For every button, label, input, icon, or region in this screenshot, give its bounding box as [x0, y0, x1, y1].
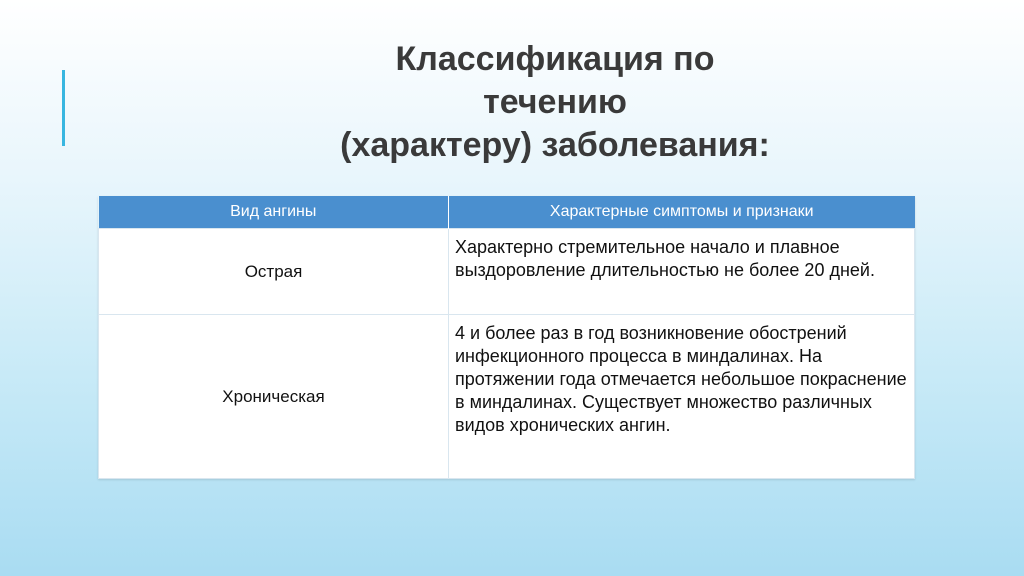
row-description-chronic: 4 и более раз в год возникновение обострений инфекционного процесса в миндалинах. На протяжении года отмечается небольшое покраснение в миндалинах. Существует множество различных видов хронических ангин. — [449, 315, 915, 479]
table-row — [99, 229, 915, 315]
accent-bar — [62, 70, 65, 146]
row-description-acute: Характерно стремительное начало и плавное выздоровление длительностью не более 20 дней. — [449, 229, 915, 315]
title-line-2: течению — [483, 83, 627, 121]
table-header-row — [99, 196, 915, 229]
row-type-acute: Острая — [99, 229, 449, 315]
slide-title — [260, 38, 850, 167]
title-line-1: Классификация по — [395, 40, 715, 78]
header-symptoms: Характерные симптомы и признаки — [449, 196, 915, 229]
row-type-chronic: Хроническая — [99, 315, 449, 479]
table-row — [99, 315, 915, 479]
title-line-3: (характеру) заболевания: — [340, 126, 770, 164]
header-angina-type: Вид ангины — [99, 196, 449, 229]
classification-table — [98, 196, 915, 479]
